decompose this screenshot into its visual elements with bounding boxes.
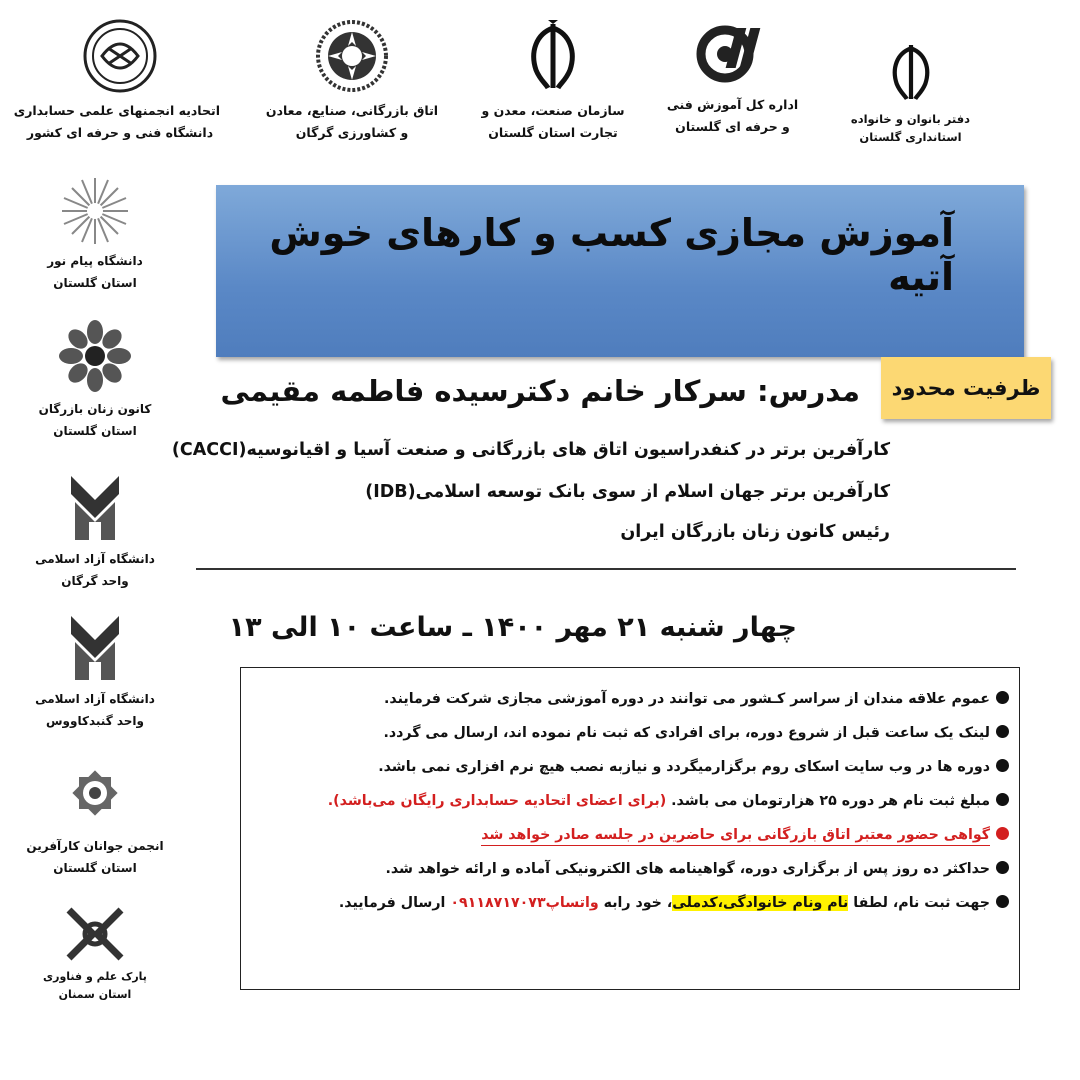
logo-caption: کانون زنان بازرگان استان گلستان [38,402,152,438]
logo-caption: دانشگاه آزاد اسلامی واحد گرگان [35,552,155,588]
bullet-icon [996,759,1009,772]
notice-box [240,667,1020,990]
logo-azad-gonbad [20,612,170,732]
logo-industry-organization [478,18,628,144]
logo-payame-noor [20,176,170,294]
chamber-emblem-icon [314,18,390,94]
credential-line: رئیس کانون زنان بازرگان ایران [620,522,890,542]
logo-caption: اتحادیه انجمنهای علمی حسابداری دانشگاه فنی و حرفه ای کشور [13,103,220,140]
logo-caption: انجمن جوانان کارآفرین استان گلستان [26,839,164,875]
logo-chamber-commerce [262,18,442,144]
bullet-icon [996,793,1009,806]
bullet-icon [996,691,1009,704]
list-item: لینک یک ساعت قبل از شروع دوره، برای افرادی که ثبت نام نموده اند، ارسال می گردد. [249,716,1009,750]
azad-university-icon [69,612,121,684]
list-item: عموم علاقه مندان از سراسر کـشور می توانند در دوره آموزشی مجازی شرکت فرمایند. [249,682,1009,716]
iran-emblem-icon [518,18,588,94]
logo-science-park [20,904,170,1004]
azad-university-icon [69,472,121,544]
bullet-icon [996,861,1009,874]
list-item: حداکثر ده روز پس از برگزاری دوره، گواهینامه های الکترونیکی آماده و ارائه خواهد شد. [249,852,1009,886]
star-ornament-icon [57,755,133,831]
bullet-icon [996,725,1009,738]
logo-technical-vocational [660,18,805,138]
logo-women-entrepreneurs [20,318,170,442]
logo-women-family-office [848,40,973,146]
bullet-icon [996,895,1009,908]
logo-caption: دفتر بانوان و خانواده استانداری گلستان [850,112,971,144]
page-title: آموزش مجازی کسب و کارهای خوش آتیه [269,211,954,299]
iran-emblem-icon [880,40,942,104]
credential-line: کارآفرین برتر در کنفدراسیون اتاق های بازرگانی و صنعت آسیا و اقیانوسیه(CACCI) [171,440,890,460]
event-datetime: چهار شنبه ۲۱ مهر ۱۴۰۰ ـ ساعت ۱۰ الی ۱۳ [228,612,797,643]
science-park-icon [63,904,127,964]
logo-caption: دانشگاه پیام نور استان گلستان [47,254,143,290]
limited-capacity-badge: ظرفیت محدود [881,357,1051,419]
title-banner [216,185,1024,357]
list-item [249,818,1009,852]
logo-caption: پارک علم و فناوری استان سمنان [43,970,147,1001]
tvto-emblem-icon [695,18,771,88]
whatsapp-label: واتساپ [545,895,599,911]
logo-caption: دانشگاه آزاد اسلامی واحد گنبدکاووس [35,692,155,728]
instructor-name: مدرس: سرکار خانم دکترسیده فاطمه مقیمی [220,374,860,408]
list-item: دوره ها در وب سایت اسکای روم برگزارمیگردد و نیازبه نصب هیچ نرم افزاری نمی باشد. [249,750,1009,784]
free-for-members-note: (برای اعضای اتحادیه حسابداری رایگان می‌باشد). [327,793,667,809]
logo-young-entrepreneurs [20,755,170,879]
bullet-icon [996,827,1009,840]
logo-caption: اداره کل آموزش فنی و حرفه ای گلستان [666,97,799,134]
list-item: جهت ثبت نام، لطفا نام ونام خانوادگی،کدملی، خود رابه واتساپ۰۹۱۱۸۷۱۷۰۷۳ ارسال فرمایید. [249,886,1009,920]
highlight-name-id: نام ونام خانوادگی،کدملی [672,895,849,911]
accounting-emblem-icon [82,18,158,94]
logo-accounting-associations [13,18,220,144]
notice-list [249,682,1009,920]
logo-azad-gorgan [20,472,170,592]
flower-emblem-icon [57,318,133,394]
whatsapp-phone: ۰۹۱۱۸۷۱۷۰۷۳ [450,895,546,911]
credential-line: کارآفرین برتر جهان اسلام از سوی بانک توسعه اسلامی(IDB) [365,482,890,502]
payame-noor-sun-icon [60,176,130,246]
certificate-note: گواهی حضور معتبر اتاق بازرگانی برای حاضرین در جلسه صادر خواهد شد [481,827,990,846]
section-divider [196,568,1016,570]
logo-caption: اتاق بازرگانی، صنایع، معادن و کشاورزی گرگان [265,103,439,140]
logo-caption: سازمان صنعت، معدن و تجارت استان گلستان [481,103,625,140]
list-item: مبلغ ثبت نام هر دوره ۲۵ هزارتومان می باشد. (برای اعضای اتحادیه حسابداری رایگان می‌باشد). [249,784,1009,818]
